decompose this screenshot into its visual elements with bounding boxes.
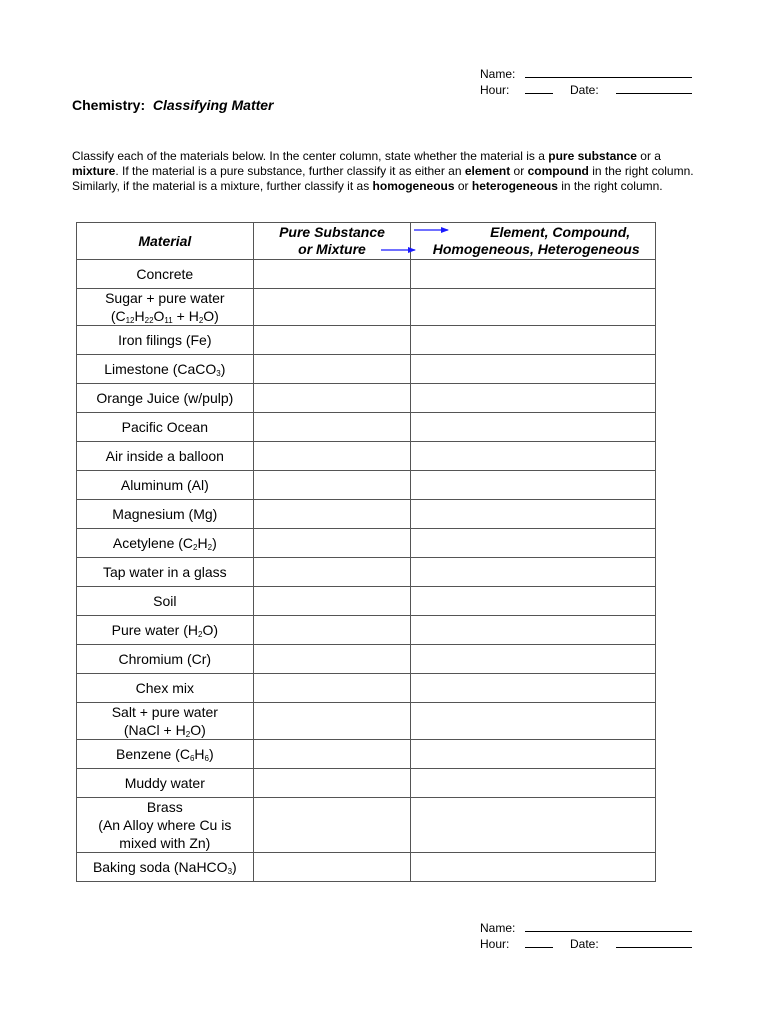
material-text: Muddy water [124, 775, 205, 791]
pure-or-mixture-answer-cell[interactable] [253, 674, 411, 703]
material-subscript: 6 [204, 754, 209, 763]
material-text: Sugar + pure water [105, 290, 225, 306]
pure-or-mixture-answer-cell[interactable] [253, 645, 411, 674]
material-text: H [134, 308, 145, 324]
instr-bold-pure-substance: pure substance [548, 149, 637, 163]
classification-answer-cell[interactable] [411, 798, 656, 853]
table-row [77, 384, 656, 413]
header-type-line1: Element, Compound, [490, 224, 631, 240]
material-subscript: 2 [193, 543, 198, 552]
pure-or-mixture-answer-cell[interactable] [253, 587, 411, 616]
instr-bold-mixture: mixture [72, 164, 116, 178]
instr-bold-heterogeneous: heterogeneous [471, 179, 558, 193]
instr-bold-homogeneous: homogeneous [372, 179, 455, 193]
material-cell [77, 326, 254, 355]
material-cell [77, 471, 254, 500]
instr-text: Classify each of the materials below. In the center column, state whether the material is a [72, 149, 549, 163]
title-prefix: Chemistry: [72, 97, 146, 113]
material-text: ) [232, 859, 237, 875]
hour-label: Hour: [480, 83, 510, 97]
material-text: (C [110, 308, 126, 324]
material-subscript: 2 [198, 316, 204, 325]
material-text: O) [203, 308, 219, 324]
date-blank[interactable] [616, 936, 692, 948]
material-cell [77, 769, 254, 798]
header-pure-line2: or Mixture [298, 241, 366, 257]
classification-answer-cell[interactable] [411, 645, 656, 674]
name-blank[interactable] [525, 920, 692, 932]
table-row [77, 703, 656, 740]
material-text: Orange Juice (w/pulp) [96, 390, 234, 406]
instr-text: . If the material is a pure substance, further classify it as either an [115, 164, 465, 178]
pure-or-mixture-answer-cell[interactable] [253, 355, 411, 384]
material-text: O) [190, 722, 206, 738]
material-subscript: 2 [197, 630, 203, 639]
table-row [77, 260, 656, 289]
instr-text: in the right column. Similarly, if the material is a mixture, further classify it as [72, 164, 694, 193]
classification-answer-cell[interactable] [411, 703, 656, 740]
pure-or-mixture-answer-cell[interactable] [253, 326, 411, 355]
classification-answer-cell[interactable] [411, 769, 656, 798]
table-row [77, 616, 656, 645]
name-hour-date-header-top [480, 66, 692, 98]
material-text: ) [220, 361, 226, 377]
material-cell [77, 616, 254, 645]
header-pure-or-mixture [253, 223, 411, 260]
title-subject: Classifying Matter [152, 97, 274, 113]
material-cell [77, 740, 254, 769]
classification-table [76, 222, 656, 882]
material-text: mixed with Zn) [119, 835, 211, 851]
material-text: Magnesium (Mg) [112, 506, 218, 522]
classification-answer-cell[interactable] [411, 740, 656, 769]
material-subscript: 6 [189, 754, 195, 763]
pure-or-mixture-answer-cell[interactable] [253, 442, 411, 471]
table-row [77, 798, 656, 853]
material-text: + H [172, 308, 199, 324]
material-subscript: 2 [185, 730, 191, 739]
table-row [77, 355, 656, 384]
table-row [77, 500, 656, 529]
material-subscript: 12 [125, 316, 135, 325]
hour-label: Hour: [480, 937, 510, 951]
pure-or-mixture-answer-cell[interactable] [253, 740, 411, 769]
table-row [77, 413, 656, 442]
pure-or-mixture-answer-cell[interactable] [253, 529, 411, 558]
header-classification [411, 223, 656, 260]
table-row [77, 853, 656, 882]
material-subscript: 22 [144, 316, 154, 325]
material-text: Chromium (Cr) [118, 651, 212, 667]
material-cell [77, 853, 254, 882]
table-row [77, 674, 656, 703]
classification-answer-cell[interactable] [411, 326, 656, 355]
classification-answer-cell[interactable] [411, 471, 656, 500]
pure-or-mixture-answer-cell[interactable] [253, 413, 411, 442]
material-text: Limestone (CaCO [104, 361, 217, 377]
instr-bold-element: element [464, 164, 511, 178]
instr-text: or a [636, 149, 661, 163]
material-text: Acetylene (C [112, 535, 194, 551]
material-text: Pure water (H [111, 622, 198, 638]
material-text: ) [212, 535, 217, 551]
material-cell [77, 587, 254, 616]
material-cell [77, 289, 254, 326]
material-text: Tap water in a glass [102, 564, 227, 580]
material-text: H [194, 746, 205, 762]
material-text: Brass [146, 799, 183, 815]
instr-text: in the right column. [557, 179, 663, 193]
material-text: Benzene (C [116, 746, 190, 762]
date-label: Date: [570, 937, 599, 951]
classification-answer-cell[interactable] [411, 853, 656, 882]
pure-or-mixture-answer-cell[interactable] [253, 289, 411, 326]
material-cell [77, 355, 254, 384]
table-row [77, 645, 656, 674]
material-cell [77, 500, 254, 529]
classification-answer-cell[interactable] [411, 384, 656, 413]
table-row [77, 326, 656, 355]
material-cell [77, 529, 254, 558]
pure-or-mixture-answer-cell[interactable] [253, 703, 411, 740]
table-row [77, 442, 656, 471]
name-hour-date-footer [480, 920, 692, 952]
material-text: (NaCl + H [123, 722, 186, 738]
material-text: H [197, 535, 208, 551]
material-text: ) [208, 746, 214, 762]
classification-answer-cell[interactable] [411, 674, 656, 703]
name-label: Name: [480, 921, 516, 935]
name-label: Name: [480, 67, 516, 81]
table-row [77, 587, 656, 616]
instr-text: or [454, 179, 472, 193]
classification-answer-cell[interactable] [411, 289, 656, 326]
instr-text: or [510, 164, 528, 178]
pure-or-mixture-answer-cell[interactable] [253, 558, 411, 587]
material-subscript: 3 [227, 867, 233, 876]
table-row [77, 558, 656, 587]
header-pure-line1: Pure Substance [279, 224, 385, 240]
material-cell [77, 798, 254, 853]
pure-or-mixture-answer-cell[interactable] [253, 769, 411, 798]
table-row [77, 289, 656, 326]
table-header-row [77, 223, 656, 260]
pure-or-mixture-answer-cell[interactable] [253, 616, 411, 645]
material-text: Aluminum (Al) [120, 477, 209, 493]
classification-answer-cell[interactable] [411, 260, 656, 289]
pure-or-mixture-answer-cell[interactable] [253, 260, 411, 289]
classification-answer-cell[interactable] [411, 500, 656, 529]
material-cell [77, 703, 254, 740]
pure-or-mixture-answer-cell[interactable] [253, 500, 411, 529]
table-row [77, 769, 656, 798]
classification-answer-cell[interactable] [411, 529, 656, 558]
pure-or-mixture-answer-cell[interactable] [253, 471, 411, 500]
pure-or-mixture-answer-cell[interactable] [253, 798, 411, 853]
classification-answer-cell[interactable] [411, 413, 656, 442]
classification-answer-cell[interactable] [411, 442, 656, 471]
material-subscript: 11 [164, 316, 173, 325]
material-text: Baking soda (NaHCO [92, 859, 228, 875]
classification-answer-cell[interactable] [411, 558, 656, 587]
material-cell [77, 413, 254, 442]
classification-answer-cell[interactable] [411, 616, 656, 645]
header-type-line2: Homogeneous, Heterogeneous [432, 241, 640, 257]
classification-answer-cell[interactable] [411, 355, 656, 384]
material-subscript: 3 [216, 369, 221, 378]
hour-blank[interactable] [525, 82, 553, 94]
material-cell [77, 558, 254, 587]
table-row [77, 471, 656, 500]
material-text: Soil [153, 593, 177, 609]
worksheet-title [72, 97, 274, 113]
material-cell [77, 442, 254, 471]
header-material: Material [77, 223, 254, 260]
instructions-paragraph [72, 149, 700, 194]
material-cell [77, 260, 254, 289]
material-text: Air inside a balloon [105, 448, 224, 464]
material-text: (An Alloy where Cu is [98, 817, 232, 833]
instr-bold-compound: compound [527, 164, 589, 178]
classification-answer-cell[interactable] [411, 587, 656, 616]
pure-or-mixture-answer-cell[interactable] [253, 853, 411, 882]
hour-blank[interactable] [525, 936, 553, 948]
material-text: O) [202, 622, 218, 638]
material-subscript: 2 [207, 543, 213, 552]
material-cell [77, 384, 254, 413]
material-text: Concrete [136, 266, 194, 282]
table-row [77, 740, 656, 769]
table-row [77, 529, 656, 558]
material-cell [77, 645, 254, 674]
date-label: Date: [570, 83, 599, 97]
material-cell [77, 674, 254, 703]
name-blank[interactable] [525, 66, 692, 78]
material-text: Salt + pure water [111, 704, 218, 720]
date-blank[interactable] [616, 82, 692, 94]
material-text: Chex mix [135, 680, 194, 696]
pure-or-mixture-answer-cell[interactable] [253, 384, 411, 413]
material-text: Pacific Ocean [121, 419, 208, 435]
material-text: Iron filings (Fe) [118, 332, 212, 348]
material-text: O [153, 308, 165, 324]
